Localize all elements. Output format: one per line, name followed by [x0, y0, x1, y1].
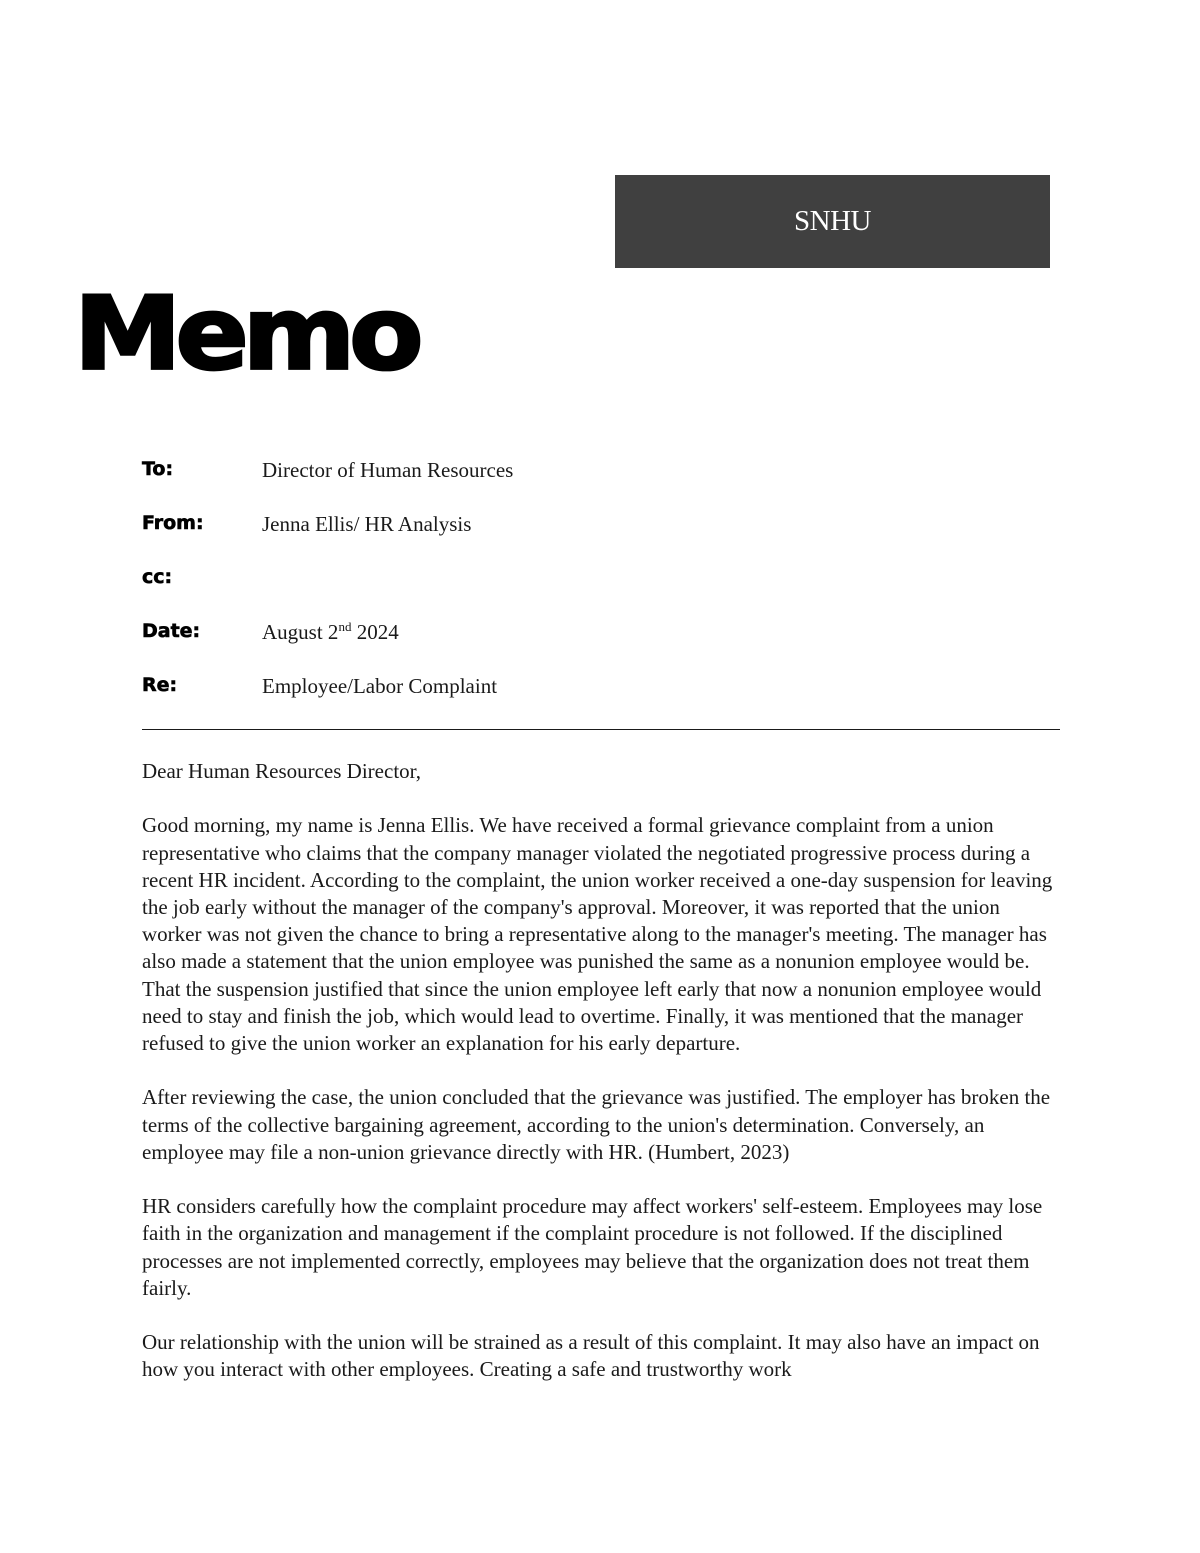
field-row-cc	[142, 562, 1060, 616]
to-value: Director of Human Resources	[262, 458, 514, 482]
from-label: From:	[142, 512, 204, 534]
re-label: Re:	[142, 674, 178, 696]
memo-title: Memo	[74, 276, 418, 393]
body-paragraph-1: Good morning, my name is Jenna Ellis. We have received a formal grievance complaint from a union representative who claims that the company manager violated the negotiated progressive process during a recent HR incident. According to the complaint, the union worker received a one-day suspension for leaving the job early without the manager of the company's approval. Moreover, it was reported that the union worker was not given the chance to bring a representative along to the manager's meeting. The manager has also made a statement that the union employee was punished the same as a nonunion employee would be. That the suspension justified that since the union employee left early that now a nonunion employee would need to stay and finish the job, which would lead to overtime. Finally, it was mentioned that the manager refused to give the union worker an explanation for his early departure.	[142, 813, 1053, 1056]
memo-body	[142, 758, 1060, 1411]
field-row-date	[142, 616, 1060, 670]
header-divider	[142, 729, 1060, 730]
body-paragraph-2: After reviewing the case, the union concluded that the grievance was justified. The employer has broken the terms of the collective bargaining agreement, according to the union's determination. Conversely, an employee may file a non-union grievance directly with HR. (Humbert, 2023)	[142, 1085, 1051, 1164]
date-label: Date:	[142, 620, 201, 642]
date-value-year: 2024	[351, 620, 399, 644]
date-value-ordinal: nd	[338, 619, 352, 634]
cc-label: cc:	[142, 566, 173, 588]
body-paragraph-3: HR considers carefully how the complaint procedure may affect workers' self-esteem. Employees may lose faith in the organization and management if the complaint procedure is not followed. If the disciplined processes are not implemented correctly, employees may believe that the organization does not treat them fairly.	[142, 1194, 1043, 1300]
field-row-from	[142, 508, 1060, 562]
field-row-to	[142, 454, 1060, 508]
field-row-re	[142, 670, 1060, 724]
body-paragraph-4: Our relationship with the union will be strained as a result of this complaint. It may also have an impact on how you interact with other employees. Creating a safe and trustworthy work	[142, 1330, 1040, 1382]
organization-name: SNHU	[794, 205, 871, 237]
salutation: Dear Human Resources Director,	[142, 759, 422, 783]
from-value: Jenna Ellis/ HR Analysis	[262, 512, 472, 536]
re-value: Employee/Labor Complaint	[262, 674, 498, 698]
date-value	[262, 616, 399, 648]
organization-banner	[615, 175, 1050, 268]
date-value-main: August 2	[262, 620, 339, 644]
memo-header-fields	[142, 454, 1060, 724]
to-label: To:	[142, 458, 174, 480]
